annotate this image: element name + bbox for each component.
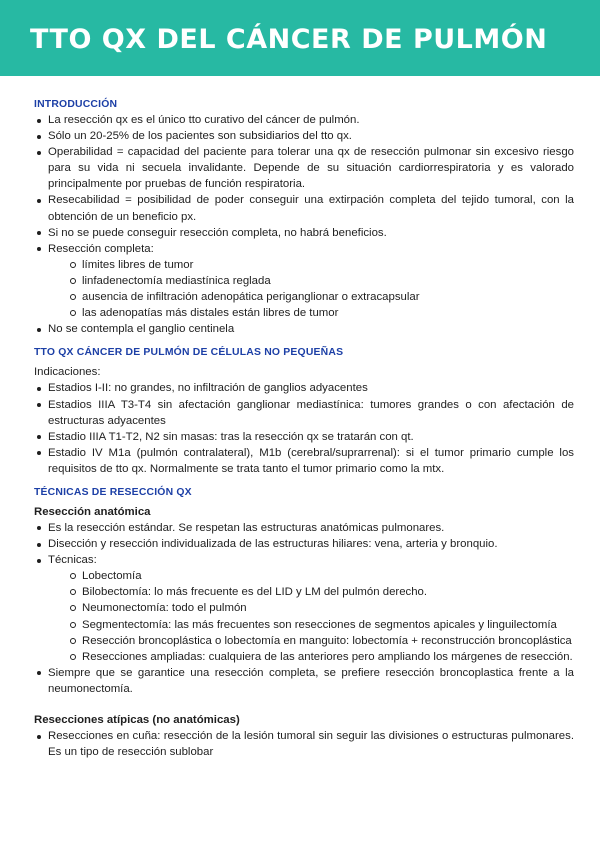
list-item: La resección qx es el único tto curativo del cáncer de pulmón. [34,112,574,128]
sub-list-item: Resecciones ampliadas: cualquiera de las anteriores pero ampliando los márgenes de resección. [70,649,574,665]
list-item: Resecabilidad = posibilidad de poder conseguir una extirpación completa del tejido tumoral, con la obtención de un beneficio px. [34,192,574,224]
list-item-text: Resección completa: [48,242,154,255]
intro-list [34,112,574,337]
list-item: Estadio IIIA T1-T2, N2 sin masas: tras la resección qx se tratarán con qt. [34,429,574,445]
sub-list-item: Segmentectomía: las más frecuentes son resecciones de segmentos apicales y linguilectomía [70,617,574,633]
page-title: TTO QX DEL CÁNCER DE PULMÓN [30,24,548,55]
anatomic-list [34,520,574,697]
sub-list-item: Resección broncoplástica o lobectomía en manguito: lobectomía + reconstrucción broncoplástica [70,633,574,649]
list-item: Sólo un 20-25% de los pacientes son subsidiarios del tto qx. [34,128,574,144]
atypical-list [34,728,574,760]
list-item-text: Técnicas: [48,554,97,567]
list-item: Estadios IIIA T3-T4 sin afectación ganglionar mediastínica: tumores grandes o con afectación de estructuras adyacentes [34,397,574,429]
techniques-heading: TÉCNICAS DE RESECCIÓN QX [34,486,192,498]
sub-list-item: linfadenectomía mediastínica reglada [70,273,574,289]
sub-list-item: ausencia de infiltración adenopática periganglionar o extracapsular [70,289,574,305]
anatomic-heading: Resección anatómica [34,505,151,518]
list-item: Es la resección estándar. Se respetan las estructuras anatómicas pulmonares. [34,520,574,536]
list-item: Estadio IV M1a (pulmón contralateral), M1b (cerebral/suprarrenal): si el tumor primario cumple los requisitos de tto qx. Normalmente se trata tanto el tumor primario como la mtx. [34,445,574,477]
sub-list-item: Neumonectomía: todo el pulmón [70,600,574,616]
list-item: Resecciones en cuña: resección de la lesión tumoral sin seguir las divisiones o estructuras pulmonares. Es un tipo de resección sublobar [34,728,574,760]
sub-list-item: las adenopatías más distales están libres de tumor [70,305,574,321]
list-item [34,552,574,665]
list-item: Siempre que se garantice una resección completa, se prefiere resección broncoplastica frente a la neumonectomía. [34,665,574,697]
list-item [34,241,574,321]
complete-resection-list [70,257,574,321]
list-item: Estadios I-II: no grandes, no infiltración de ganglios adyacentes [34,380,574,396]
document-body [34,98,574,760]
list-item: Disección y resección individualizada de las estructuras hiliares: vena, arteria y bronquio. [34,536,574,552]
list-item: Operabilidad = capacidad del paciente para tolerar una qx de resección pulmonar sin excesivo riesgo para su vida ni secuela invalidante. Depende de su situación cardiorrespiratoria y es valorado principalmente por pruebas de función respiratoria. [34,144,574,192]
nsclc-heading: TTO QX CÁNCER DE PULMÓN DE CÉLULAS NO PEQUEÑAS [34,347,344,359]
techniques-list [70,568,574,665]
nsclc-list [34,380,574,477]
sub-list-item: límites libres de tumor [70,257,574,273]
sub-list-item: Lobectomía [70,568,574,584]
sub-list-item: Bilobectomía: lo más frecuente es del LID y LM del pulmón derecho. [70,584,574,600]
intro-heading: INTRODUCCIÓN [34,99,118,110]
atypical-heading: Resecciones atípicas (no anatómicas) [34,714,240,726]
indications-label: Indicaciones: [34,366,101,379]
list-item: Si no se puede conseguir resección completa, no habrá beneficios. [34,225,574,241]
title-banner [0,0,600,76]
list-item: No se contempla el ganglio centinela [34,321,574,337]
